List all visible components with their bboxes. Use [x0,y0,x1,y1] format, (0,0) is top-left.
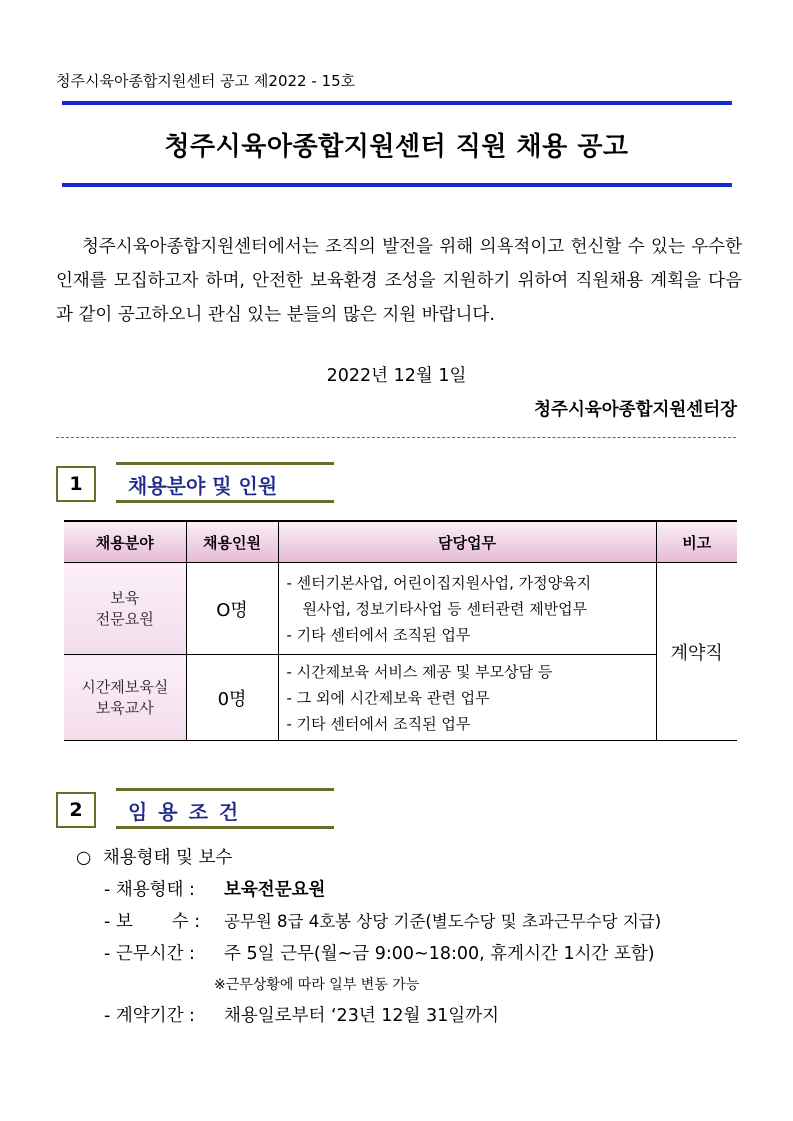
table-row [64,563,737,655]
condition-item [104,876,325,901]
table-header: 채용인원 [186,521,278,563]
section-1-bottom-line [116,500,334,503]
section-2-bottom-line [116,826,334,829]
duty-item: - 기타 센터에서 조직된 업무 [286,625,471,644]
condition-label: - 보 수 : [104,912,201,932]
condition-item [104,940,655,965]
notice-date: 2022년 12월 1일 [326,366,467,386]
duty-item: 원사업, 정보기타사업 등 센터관련 제반업무 [302,599,588,618]
page-title: 청주시육아종합지원센터 직원 채용 공고 [164,132,629,162]
condition-label: - 근무시간 : [104,944,195,964]
intro-paragraph: 청주시육아종합지원센터에서는 조직의 발전을 위해 의욕적이고 헌신할 수 있는 우수한 인재를 모집하고자 하며, 안전한 보육환경 조성을 지원하기 위하여 직원채용 계획을 다음과 같이 공고하오니 관심 있는 분들의 많은 지원 바랍니다. [56,237,742,325]
condition-label: - 채용형태 : [104,880,195,900]
table-header: 채용분야 [64,521,186,563]
note-cell: 계약직 [656,563,737,741]
field-name: 보육교사 [95,698,154,717]
duty-item: - 기타 센터에서 조직된 업무 [286,714,471,733]
table-header: 담당업무 [278,521,656,563]
duty-item: - 그 외에 시간제보육 관련 업무 [286,688,490,707]
section-1-number: 1 [56,466,96,502]
dashed-divider [56,437,736,438]
duty-item: - 센터기본사업, 어린이집지원사업, 가정양육지 [286,573,592,592]
top-rule [62,101,732,105]
section-2-top-line [116,788,334,791]
table-header: 비고 [656,521,737,563]
field-name: 시간제보육실 [81,677,169,696]
field-name: 보육 [110,588,140,607]
work-hours-note: ※근무상황에 따라 일부 변동 가능 [214,977,420,993]
section-1-top-line [116,462,334,465]
condition-item [104,908,661,933]
title-rule [62,183,732,187]
section-1-title: 채용분야 및 인원 [128,474,278,498]
bullet-title: 채용형태 및 보수 [102,848,233,868]
condition-value: 주 5일 근무(월~금 9:00~18:00, 휴게시간 1시간 포함) [224,944,655,964]
condition-value: 채용일로부터 ‘23년 12월 31일까지 [224,1006,500,1026]
condition-value: 공무원 8급 4호봉 상당 기준(별도수당 및 초과근무수당 지급) [224,912,662,931]
duty-cell [278,563,656,655]
field-name: 전문요원 [95,609,154,628]
condition-item [104,1002,499,1027]
table-row [64,655,737,741]
bullet-heading [76,844,232,869]
section-2-number: 2 [56,792,96,828]
section-2-title: 임 용 조 건 [128,800,241,824]
field-cell [64,563,186,655]
condition-value: 보육전문요원 [224,880,326,900]
condition-label: - 계약기간 : [104,1006,195,1026]
notice-number: 청주시육아종합지원센터 공고 제2022 - 15호 [56,72,356,90]
headcount-cell: 0명 [186,655,278,741]
recruitment-table [64,520,737,741]
headcount-cell: O명 [186,563,278,655]
signer: 청주시육아종합지원센터장 [534,400,737,420]
duty-item: - 시간제보육 서비스 제공 및 부모상담 등 [286,662,553,681]
duty-cell [278,655,656,741]
circle-bullet-icon: ○ [76,848,92,868]
field-cell [64,655,186,741]
table-header-row [64,521,737,563]
